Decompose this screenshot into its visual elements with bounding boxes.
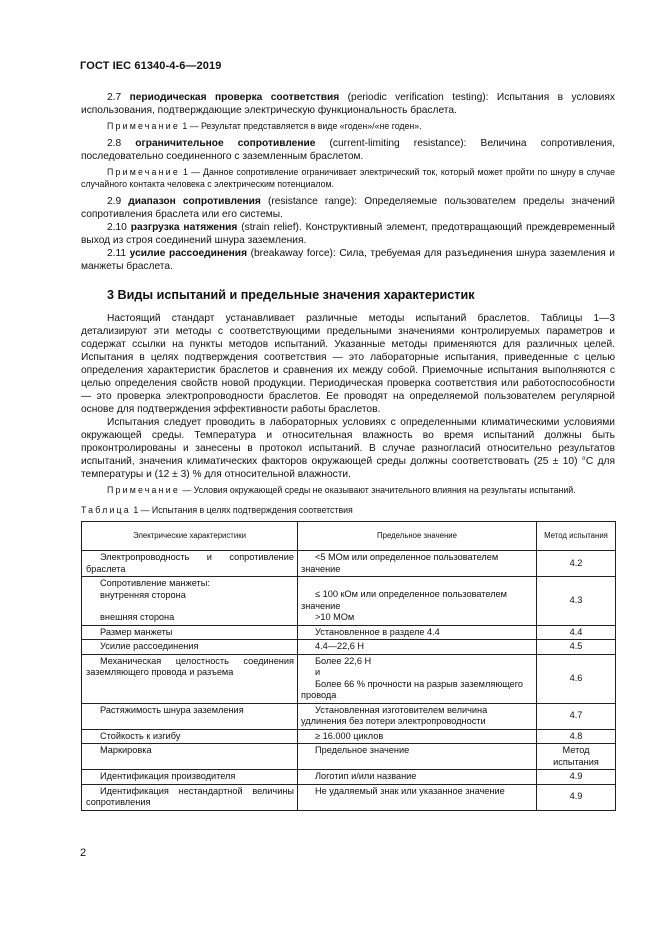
cell-line: Электропроводность и сопротивление браслета <box>86 552 294 574</box>
definition-term: ограничительное сопротивление <box>135 138 316 149</box>
definition-term: усилие рассоединения <box>129 248 248 259</box>
cell-line: ≤ 100 кОм или определенное пользователем значение <box>301 589 507 611</box>
definition-term: разгрузка натяжения <box>130 222 238 233</box>
cell-characteristic <box>82 784 298 810</box>
cell-characteristic <box>82 744 298 770</box>
cell-line: Идентификация нестандартной величины сопротивления <box>86 785 294 807</box>
cell-test-method: 4.5 <box>537 640 616 655</box>
cell-limit-value <box>298 770 537 785</box>
cell-line: Более 66 % прочности на разрыв заземляющего провода <box>301 678 524 700</box>
cell-test-method: 4.8 <box>537 729 616 744</box>
cell-characteristic <box>82 640 298 655</box>
cell-limit-value <box>298 625 537 640</box>
definition-2-9: 2.9 диапазон сопротивления (resistance range): Определяемые пользователем пределы значений сопротивления браслета или его системы. <box>81 196 615 220</box>
page-body <box>81 91 615 811</box>
column-header: Электрические характеристики <box>82 522 298 551</box>
cell-test-method: 4.4 <box>537 625 616 640</box>
cell-line: Размер манжеты <box>100 626 173 637</box>
definition-2-10: 2.10 разгрузка натяжения (strain relief). Конструктивный элемент, предотвращающий преждевременный выход из строя соединений шнура заземления. <box>81 222 615 246</box>
definition-note: Примечание 1 — Данное сопротивление ограничивает электрический ток, который может пройти по шнуру в случае случайного контакта человека с электрическим потенциалом. <box>81 167 615 189</box>
cell-limit-value <box>298 551 537 577</box>
definition-term: периодическая проверка соответствия <box>129 92 340 103</box>
column-header: Предельное значение <box>298 522 537 551</box>
cell-test-method: 4.9 <box>537 770 616 785</box>
compliance-tests-table <box>81 521 616 811</box>
section-3-note: Примечание — Условия окружающей среды не оказывают значительного влияния на результаты испытаний. <box>107 485 576 495</box>
cell-characteristic <box>82 625 298 640</box>
cell-limit-value <box>298 744 537 770</box>
cell-line: Предельное значение <box>315 745 410 755</box>
cell-line: Стойкость к изгибу <box>100 730 181 741</box>
cell-line: <5 МОм или определенное пользователем значение <box>301 552 499 574</box>
cell-test-method: 4.7 <box>537 703 616 729</box>
cell-line: Растяжимость шнура заземления <box>100 704 244 715</box>
definition-2-8: 2.8 ограничительное сопротивление (current-limiting resistance): Величина сопротивления, последовательно соединенного с заземленным браслетом. <box>81 138 615 162</box>
cell-line: внутренняя сторона <box>100 589 186 600</box>
section-3-paragraph-1: Настоящий стандарт устанавливает различные методы испытаний браслетов. Таблицы 1—3 детализируют эти методы с соответствующими предельными значениями контролируемых параметров и содержат ссылки на пункты методов испытаний. Указанные методы применяются для различных целей. Испытания в целях подтверждения соответствия — это лабораторные испытания, приведенные с целью определения характеристик браслетов и сравнения их между собой. Приемочные испытания выполняются с целью определения свойств новой продукции. Периодическая проверка соответствия или работоспособности — это проверка электропроводности браслетов. Ее проводят на определяемой пользователем регулярной основе для подтверждения эффективности работы браслетов. <box>81 313 615 415</box>
cell-limit-value <box>298 640 537 655</box>
cell-line <box>86 601 294 612</box>
table-header-row <box>82 522 616 551</box>
table-row <box>82 577 616 626</box>
cell-line: Более 22,6 Н <box>315 655 372 666</box>
cell-characteristic <box>82 703 298 729</box>
cell-line: и <box>315 667 321 677</box>
cell-test-method: 4.6 <box>537 654 616 703</box>
cell-line: Механическая целостность соединения заземляющего провода и разъема <box>86 655 294 677</box>
cell-line: внешняя сторона <box>100 612 175 622</box>
cell-test-method: Метод испытания <box>537 744 616 770</box>
cell-line: Установленное в разделе 4.4 <box>315 626 440 637</box>
table-row <box>82 729 616 744</box>
cell-line: ≥ 16.000 циклов <box>315 730 384 741</box>
cell-limit-value <box>298 784 537 810</box>
table-row <box>82 551 616 577</box>
cell-limit-value <box>298 577 537 626</box>
section-3-paragraph-2: Испытания следует проводить в лабораторных условиях с определенными климатическими условиями окружающей среды. Температура и относительная влажность во время испытаний должны быть проконтролированы и занесены в протокол испытаний. В случае разногласий относительно результатов испытаний, значения климатических факторов окружающей среды должны соответствовать (25 ± 10) °С для температуры и (12 ± 3) % для относительной влажности. <box>81 417 615 480</box>
cell-test-method: 4.3 <box>537 577 616 626</box>
cell-test-method: 4.9 <box>537 784 616 810</box>
cell-line: 4.4—22,6 Н <box>315 641 365 651</box>
cell-limit-value <box>298 703 537 729</box>
cell-line <box>301 578 533 589</box>
table-row <box>82 784 616 810</box>
cell-characteristic <box>82 770 298 785</box>
definition-2-7: 2.7 периодическая проверка соответствия (periodic verification testing): Испытания в условиях использования, подтверждающие электрическую функциональность браслета. <box>81 92 615 116</box>
cell-line: Идентификация производителя <box>100 771 236 781</box>
cell-line: Логотип и/или название <box>315 771 417 781</box>
table-caption: Таблица 1 — Испытания в целях подтверждения соответствия <box>81 505 353 515</box>
table-row <box>82 703 616 729</box>
cell-line: Маркировка <box>100 745 152 755</box>
definition-term: диапазон сопротивления <box>128 196 261 207</box>
cell-line: Усилие рассоединения <box>100 641 199 651</box>
definition-2-11: 2.11 усилие рассоединения (breakaway force): Сила, требуемая для разъединения шнура заземления и манжеты браслета. <box>81 248 615 272</box>
table-row <box>82 625 616 640</box>
table-row <box>82 744 616 770</box>
cell-limit-value <box>298 654 537 703</box>
cell-characteristic <box>82 729 298 744</box>
definition-note: Примечание 1 — Результат представляется в виде «годен»/«не годен». <box>107 121 422 131</box>
cell-line: Не удаляемый знак или указанное значение <box>315 785 505 796</box>
document-header: ГОСТ IEC 61340-4-6—2019 <box>80 60 222 72</box>
cell-characteristic <box>82 577 298 626</box>
column-header: Метод испытания <box>537 522 616 551</box>
cell-characteristic <box>82 654 298 703</box>
table-row <box>82 770 616 785</box>
table-row <box>82 640 616 655</box>
cell-line: >10 МОм <box>315 612 355 622</box>
cell-limit-value <box>298 729 537 744</box>
cell-line: Установленная изготовителем величина удлинения без потери электропроводности <box>301 704 488 726</box>
table-row <box>82 654 616 703</box>
page-number: 2 <box>80 847 87 859</box>
section-3-heading: 3 Виды испытаний и предельные значения характеристик <box>107 288 475 302</box>
cell-test-method: 4.2 <box>537 551 616 577</box>
cell-line: Сопротивление манжеты: <box>100 578 210 588</box>
cell-characteristic <box>82 551 298 577</box>
